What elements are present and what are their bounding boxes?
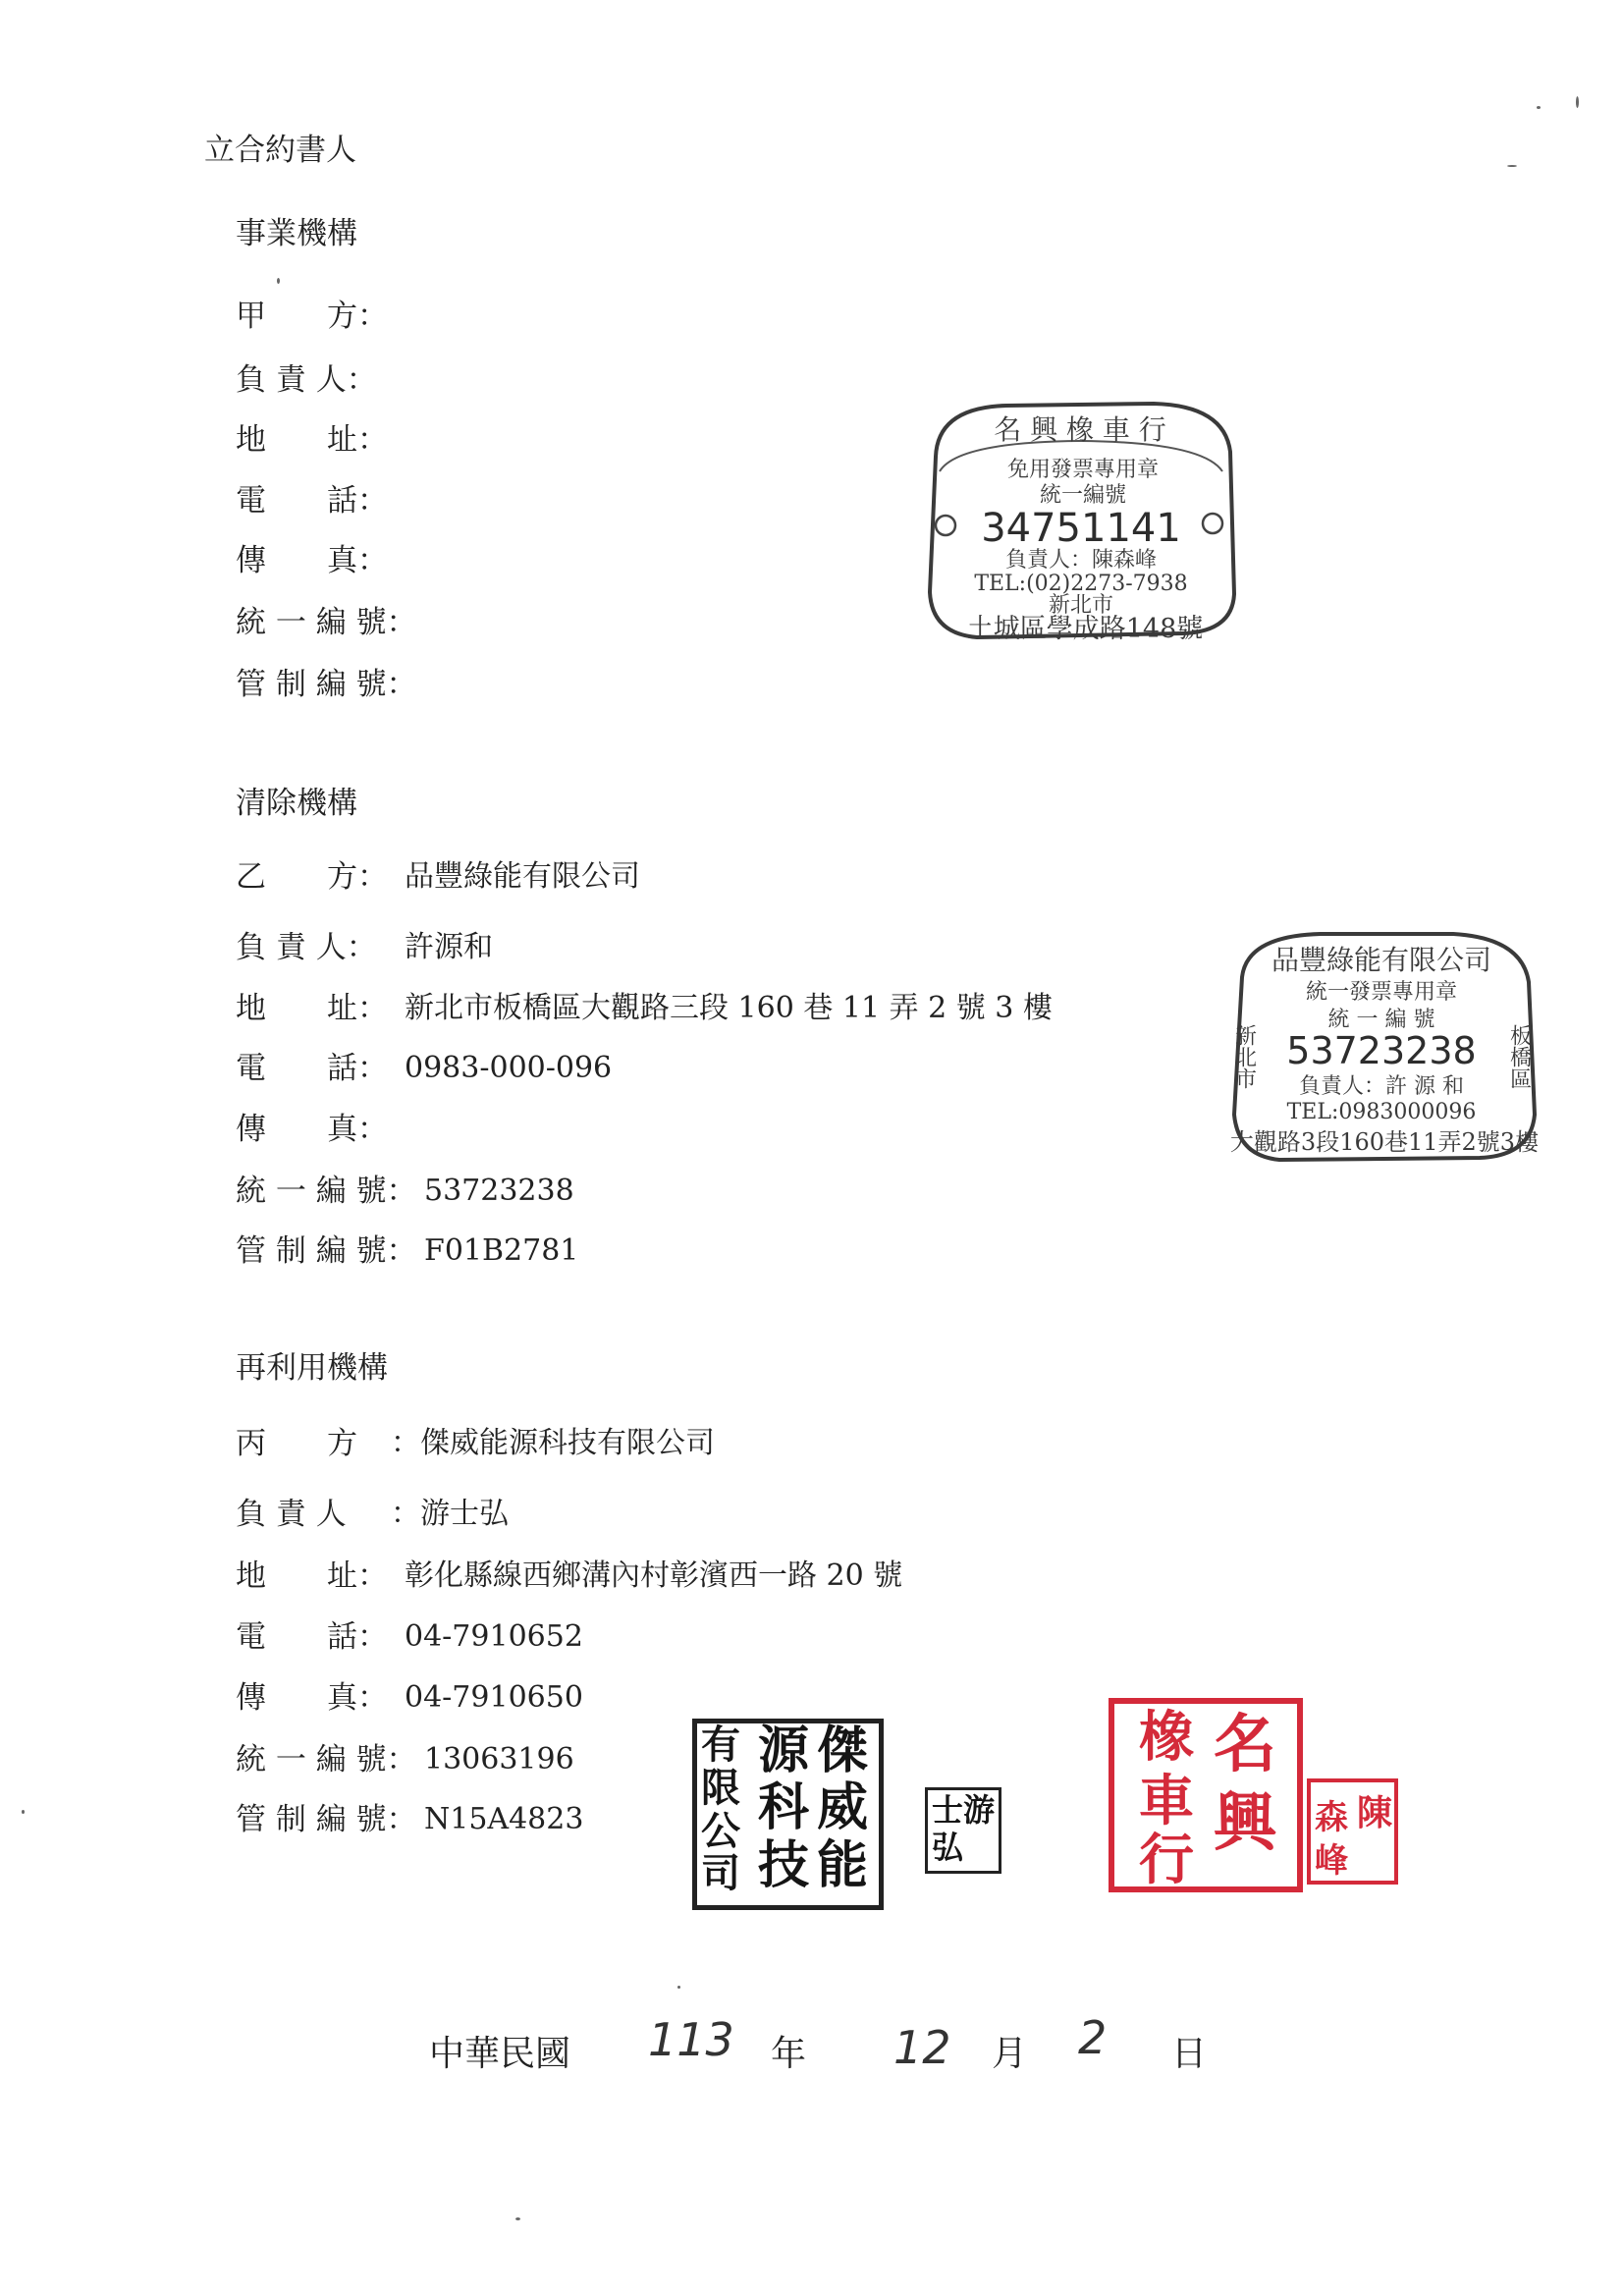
party-c-row-value: ：游士弘	[391, 1497, 509, 1531]
date-day-handwritten: 2	[1078, 2011, 1108, 2064]
stamp-a-line1: 免用發票專用章	[1006, 458, 1160, 482]
party-c-row-label: 傳 真：	[236, 1680, 388, 1716]
scan-speck	[677, 1986, 680, 1989]
party-c-row-label: 負 責 人	[236, 1497, 347, 1532]
party-b-row-label: 地 址：	[236, 991, 388, 1026]
company-seal-char: 源	[758, 1721, 810, 1780]
party-b-row-value: 新北市板橋區大觀路三段 160 巷 11 弄 2 號 3 樓	[405, 991, 1053, 1025]
date-era: 中華民國	[429, 2034, 571, 2074]
scan-speck	[515, 2217, 520, 2220]
party-a-red-person-seal	[1306, 1777, 1399, 1886]
party-b-row-value: 0983-000-096	[405, 1051, 613, 1085]
party-a-party-label: 甲 方：	[236, 299, 388, 334]
red-person-seal-char: 峰	[1315, 1841, 1348, 1881]
party-b-row-value: 許源和	[405, 930, 493, 964]
stamp-b-owner: 負責人：許 源 和	[1299, 1074, 1464, 1099]
party-c-row-label: 電 話：	[236, 1619, 388, 1655]
party-b-row-label: 管 制 編 號：	[236, 1233, 417, 1269]
scan-speck	[22, 1810, 25, 1814]
party-c-row-value: 13063196	[424, 1742, 574, 1777]
stamp-b-number: 53723238	[1286, 1029, 1477, 1072]
party-b-row-value: 53723238	[424, 1174, 574, 1208]
party-c-row-label: 統 一 編 號：	[236, 1742, 417, 1777]
company-seal-char: 有	[701, 1722, 740, 1768]
date-day-label: 日	[1171, 2034, 1208, 2074]
company-seal-char: 科	[758, 1777, 810, 1838]
party-a-address-label: 地 址：	[236, 422, 388, 458]
party-a-control-id-label: 管 制 編 號：	[236, 667, 417, 702]
party-a-heading: 事業機構	[236, 216, 357, 251]
party-a-tax-id-label: 統 一 編 號：	[236, 605, 417, 640]
party-c-row-label: 管 制 編 號：	[236, 1802, 417, 1837]
party-b-row-label: 傳 真：	[236, 1112, 388, 1147]
stamp-a-line2: 統一編號	[1039, 483, 1127, 508]
company-seal-char: 限	[701, 1764, 740, 1811]
red-company-seal-char: 車	[1139, 1769, 1194, 1833]
red-person-seal-char: 陳	[1356, 1792, 1393, 1833]
company-seal-char: 能	[817, 1834, 869, 1895]
signatories-title: 立合約書人	[204, 133, 356, 168]
party-c-row-value: 04-7910650	[405, 1680, 583, 1715]
red-company-seal-char: 興	[1214, 1786, 1276, 1860]
party-c-row-label: 丙 方	[236, 1426, 357, 1461]
company-seal-char: 威	[817, 1777, 869, 1838]
date-year-handwritten: 113	[648, 2013, 734, 2066]
company-seal-char: 技	[758, 1834, 810, 1895]
red-company-seal-char: 橡	[1139, 1705, 1194, 1770]
date-year-label: 年	[771, 2034, 807, 2074]
party-b-row-value: F01B2781	[424, 1233, 579, 1268]
stamp-a-owner: 負責人：陳森峰	[1004, 548, 1158, 573]
company-seal-char: 司	[701, 1850, 740, 1897]
party-a-owner-label: 負 責 人：	[236, 362, 377, 398]
party-c-heading: 再利用機構	[236, 1350, 388, 1386]
party-c-row-value: ：傑威能源科技有限公司	[391, 1426, 715, 1460]
scan-speck	[1537, 106, 1541, 109]
party-c-row-value: 彰化縣線西鄉溝內村彰濱西一路 20 號	[405, 1558, 903, 1593]
party-b-row-label: 乙 方：	[236, 859, 388, 895]
party-c-row-label: 地 址：	[236, 1558, 388, 1594]
party-b-row-label: 負 責 人：	[236, 930, 377, 965]
red-person-seal-char: 森	[1315, 1798, 1348, 1837]
person-seal-char: 游	[963, 1791, 996, 1829]
party-c-row-value: N15A4823	[424, 1802, 584, 1836]
stamp-b-tel: TEL:0983000096	[1286, 1100, 1477, 1124]
scan-speck	[1576, 96, 1579, 108]
stamp-b-line1: 統一發票專用章	[1305, 980, 1458, 1005]
stamp-b-right-side: 板橋區	[1506, 1024, 1532, 1089]
company-seal-char: 公	[701, 1807, 740, 1854]
stamp-b-left-side: 新北市	[1231, 1024, 1257, 1089]
party-b-row-value: 品豐綠能有限公司	[405, 859, 640, 894]
scan-speck	[277, 278, 280, 284]
stamp-b-line2: 統 一 編 號	[1327, 1008, 1435, 1032]
date-month-label: 月	[992, 2034, 1028, 2074]
stamp-b-top-arc: 品豐綠能有限公司	[1271, 944, 1492, 976]
red-company-seal-char: 行	[1139, 1828, 1194, 1892]
party-c-row-value: 04-7910652	[405, 1619, 583, 1654]
stamp-b-address: 大觀路3段160巷11弄2號3樓	[1229, 1128, 1540, 1156]
party-b-invoice-stamp	[1222, 928, 1542, 1164]
stamp-a-number: 34751141	[981, 506, 1181, 551]
stamp-a-city: 新北市	[1048, 593, 1114, 618]
scan-speck	[1507, 165, 1517, 167]
party-b-heading: 清除機構	[236, 786, 357, 821]
party-a-phone-label: 電 話：	[236, 483, 388, 519]
party-b-row-label: 統 一 編 號：	[236, 1174, 417, 1209]
person-seal-char: 士	[932, 1791, 964, 1829]
party-a-invoice-stamp	[918, 398, 1242, 643]
party-b-row-label: 電 話：	[236, 1051, 388, 1086]
person-seal-char: 弘	[932, 1829, 964, 1866]
stamp-a-address: 土城區學成路148號	[966, 614, 1204, 643]
party-a-red-company-seal	[1108, 1697, 1304, 1893]
stamp-a-tel: TEL:(02)2273-7938	[974, 572, 1188, 596]
party-a-fax-label: 傳 真：	[236, 543, 388, 578]
company-seal-char: 傑	[817, 1721, 869, 1780]
party-c-person-seal	[925, 1787, 1001, 1874]
stamp-a-top-arc: 名 興 橡 車 行	[994, 413, 1166, 446]
date-month-handwritten: 12	[893, 2021, 951, 2074]
party-c-company-seal	[692, 1719, 884, 1910]
red-company-seal-char: 名	[1214, 1708, 1276, 1781]
